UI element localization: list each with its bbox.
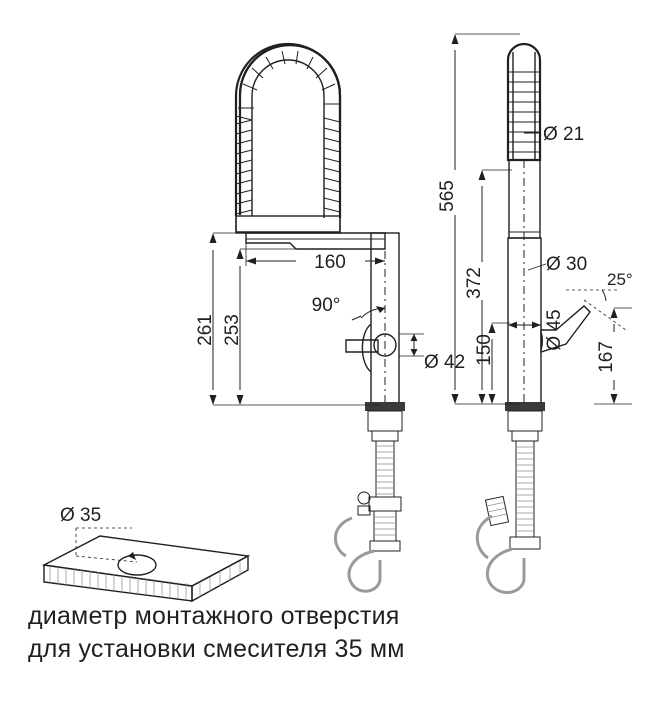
spring-coil-front [236, 116, 252, 214]
dim-label-90deg: 90° [311, 295, 341, 316]
side-aerator [485, 496, 508, 525]
spring-coil-front-right [324, 118, 340, 212]
dim-label-25deg: 25° [607, 270, 633, 289]
dim-label-d35: Ø 35 [60, 505, 102, 526]
front-view-faucet [236, 44, 405, 591]
dim-label-d21: Ø 21 [543, 124, 585, 145]
countertop-edge-hatching [50, 566, 186, 600]
dim-label-167: 167 [596, 341, 617, 373]
countertop-view [44, 505, 248, 601]
caption-line-1: диаметр монтажного отверстия [28, 602, 400, 630]
dim-label-150: 150 [474, 334, 495, 366]
dim-label-253: 253 [222, 314, 243, 346]
mounting-hole [118, 555, 156, 575]
caption-line-2: для установки смесителя 35 мм [28, 635, 405, 663]
dim-label-261: 261 [195, 314, 216, 346]
dim-label-372: 372 [464, 267, 485, 299]
front-view-dimensions [195, 233, 465, 405]
front-flexible-hose [349, 551, 380, 591]
dim-label-160: 160 [314, 252, 346, 273]
dim-label-d30: Ø 30 [546, 254, 588, 275]
dim-label-d42: Ø 42 [424, 352, 466, 373]
dim-label-565: 565 [437, 180, 458, 212]
side-flexible-hose [487, 549, 524, 593]
dim-label-d45: Ø 45 [544, 309, 565, 351]
caption-text [28, 600, 588, 666]
